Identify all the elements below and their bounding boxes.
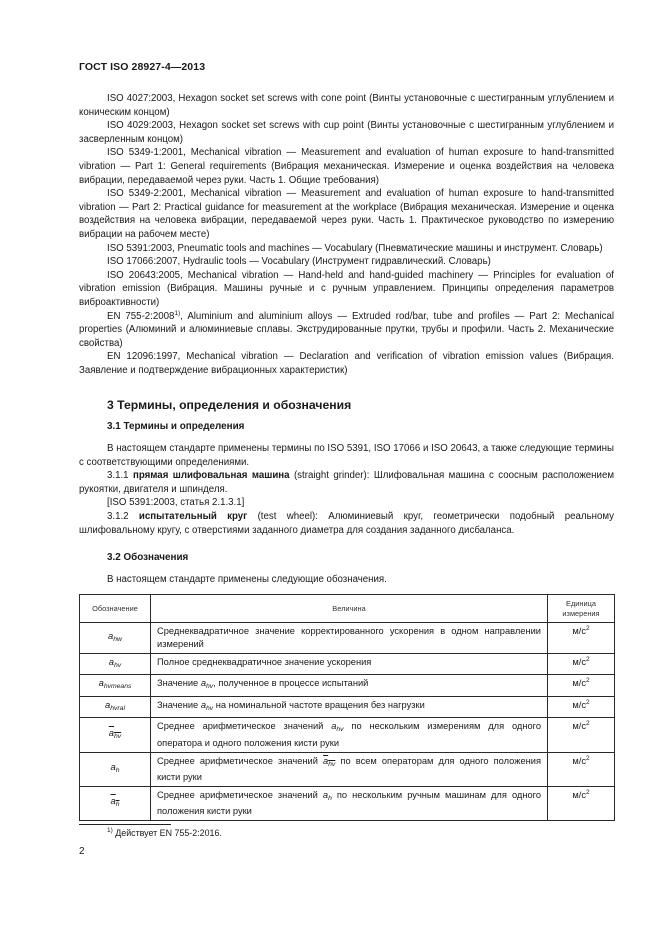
table-row xyxy=(80,718,615,752)
ref-iso-17066: ISO 17066:2007, Hydraulic tools — Vocabulary (Инструмент гидравлический. Словарь) xyxy=(107,256,491,268)
term-3-1-1-term: прямая шлифовальная машина xyxy=(132,470,290,482)
symbol-subscript: h xyxy=(115,801,120,809)
unit-cell xyxy=(548,718,615,752)
section-3-1-intro: В настоящем стандарте применены термины по ISO 5391, ISO 17066 и ISO 20643, а также следующие термины с соответствующими определениями. xyxy=(79,443,614,468)
page-number: 2 xyxy=(79,846,85,857)
table-row xyxy=(80,696,615,718)
inline-subscript: hv xyxy=(205,704,214,712)
footnote-mark: 1) xyxy=(107,827,113,834)
inline-subscript: h xyxy=(328,794,332,802)
ref-en-755-text: , Aluminium and aluminium alloys — Extruded rod/bar, tube and profiles — Part 2: Mechanical properties (Алюминий и алюминиевые сплавы. Экструдированные прутки, трубы и профили. Часть 2. Механические свойства) xyxy=(79,310,615,349)
ref-en-755-code: EN 755-2:2008 xyxy=(107,310,175,322)
unit-cell xyxy=(548,675,615,697)
unit-cell xyxy=(548,623,615,653)
footnote-text: Действует EN 755-2:2016. xyxy=(112,828,222,838)
footnote-separator xyxy=(79,824,171,825)
unit-exponent: 2 xyxy=(586,677,590,685)
quantity-text: Значение xyxy=(157,678,201,689)
ref-iso-5349-2: ISO 5349-2:2001, Mechanical vibration — Measurement and evaluation of human exposure to hand-transmitted vibration — Part 2: Practical guidance for measurement at the workplace (Вибрация механическая. Измерение и оценка воздействия на человека вибрации, передаваемой через руки. Часть 1. Практическое руководство по измерению вибрации на рабочем месте) xyxy=(79,188,614,240)
document-body xyxy=(79,92,614,821)
symbol-subscript: hvmeans xyxy=(103,683,132,691)
symbol-subscript: hvral xyxy=(110,704,125,712)
footnote-marker: 1) xyxy=(174,309,181,317)
symbol-letter: a xyxy=(98,677,104,689)
quantity-text-tail: , полученное в процессе испытаний xyxy=(213,678,369,689)
unit-text: м/с xyxy=(572,721,586,732)
quantity-text-tail: по всем операторам для одного положения кисти руки xyxy=(157,755,541,783)
quantity-text: Значение xyxy=(157,699,201,710)
term-3-1-1-definition: (straight grinder): Шлифовальная машина с соосным расположением рукоятки, двигателя и шпинделя. xyxy=(79,470,614,495)
quantity-text: Полное среднеквадратичное значение ускорения xyxy=(157,656,372,667)
ref-iso-5349-1: ISO 5349-1:2001, Mechanical vibration — Measurement and evaluation of human exposure to hand-transmitted vibration — Part 1: General requirements (Вибрация механическая. Измерение и оценка воздействия на человека вибрации, передаваемой через руки. Часть 1. Общие требования) xyxy=(79,147,614,186)
symbol-cell xyxy=(80,696,151,718)
quantity-cell xyxy=(151,752,548,786)
term-3-1-2 xyxy=(79,510,614,537)
section-3-1-heading: 3.1 Термины и определения xyxy=(107,421,245,433)
table-row xyxy=(80,653,615,675)
unit-exponent: 2 xyxy=(586,720,590,728)
symbol-cell xyxy=(80,653,151,675)
quantity-cell xyxy=(151,623,548,653)
header-unit: Единица измерения xyxy=(548,595,615,623)
symbol-letter: a xyxy=(108,629,114,641)
symbol-cell xyxy=(80,623,151,653)
unit-text: м/с xyxy=(572,789,586,800)
inline-symbol: a xyxy=(322,789,329,800)
symbol-subscript: hw xyxy=(113,635,122,643)
quantity-cell xyxy=(151,718,548,752)
table-row xyxy=(80,675,615,697)
ref-iso-4029: ISO 4029:2003, Hexagon socket set screws with cup point (Винты установочные с шестигранным углублением и засверленным концом) xyxy=(79,120,614,145)
symbol-cell xyxy=(80,752,151,786)
ref-iso-20643: ISO 20643:2005, Mechanical vibration — Hand-held and hand-guided machinery — Principles for evaluation of vibration emission (Вибрация. Машины ручные и с ручным управлением. Принципы определения параметров виброактивности) xyxy=(79,269,614,308)
ref-en-12096: EN 12096:1997, Mechanical vibration — Declaration and verification of vibration emission values (Вибрация. Заявление и подтверждение вибрационных характеристик) xyxy=(79,351,614,376)
unit-text: м/с xyxy=(572,755,586,766)
unit-cell xyxy=(548,786,615,820)
inline-symbol: a xyxy=(331,721,337,732)
ref-iso-4027: ISO 4027:2003, Hexagon socket set screws with cone point (Винты установочные с шестигранным углублением и коническим концом) xyxy=(79,93,614,118)
unit-text: м/с xyxy=(572,656,586,667)
symbol-overlined xyxy=(109,727,121,738)
inline-symbol: a xyxy=(200,678,206,689)
symbol-subscript: hv xyxy=(114,732,122,740)
term-3-1-2-number: 3.1.2 xyxy=(107,511,129,523)
unit-exponent: 2 xyxy=(586,698,590,706)
symbols-table xyxy=(79,594,615,821)
unit-exponent: 2 xyxy=(586,788,590,796)
inline-symbol: a xyxy=(200,699,206,710)
unit-cell xyxy=(548,653,615,675)
inline-symbol-overlined xyxy=(323,756,335,766)
quantity-text: Среднеквадратичное значение корректированного ускорения в одном направлении измерений xyxy=(157,626,541,649)
symbol-cell xyxy=(80,675,151,697)
section-3-heading: 3 Термины, определения и обозначения xyxy=(107,398,352,413)
symbol-letter: a xyxy=(108,655,115,667)
footnote xyxy=(107,828,222,838)
inline-symbol: a xyxy=(322,755,329,766)
table-row xyxy=(80,623,615,653)
symbol-letter: a xyxy=(110,795,116,807)
table-row xyxy=(80,786,615,820)
header-quantity: Величина xyxy=(151,595,548,623)
term-3-1-2-definition: (test wheel): Алюминиевый круг, геометрически подобный реальному шлифовальному кругу, с отверстиями заданного диаметра для создания заданного дисбаланса. xyxy=(79,511,614,536)
quantity-text-tail: по нескольким измерениям для одного оператора и одного положения кисти руки xyxy=(157,721,541,748)
ref-en-755-2 xyxy=(79,310,614,351)
quantity-cell xyxy=(151,786,548,820)
symbol-cell xyxy=(80,718,151,752)
unit-text: м/с xyxy=(572,699,586,710)
symbol-letter: a xyxy=(105,698,111,710)
symbol-cell xyxy=(80,786,151,820)
quantity-cell xyxy=(151,653,548,675)
unit-text: м/с xyxy=(572,678,586,689)
term-3-1-1-source: [ISO 5391:2003, статья 2.1.3.1] xyxy=(107,497,245,509)
quantity-text: Среднее арифметическое значений xyxy=(157,789,323,800)
symbol-letter: a xyxy=(108,726,115,738)
term-3-1-1-number: 3.1.1 xyxy=(107,470,129,482)
table-row xyxy=(80,752,615,786)
unit-cell xyxy=(548,752,615,786)
term-3-1-2-term: испытательный круг xyxy=(138,511,248,523)
quantity-text: Среднее арифметическое значений xyxy=(157,755,323,766)
quantity-text: Среднее арифметическое значений xyxy=(157,721,332,732)
symbol-overlined xyxy=(110,795,120,809)
section-3-2-heading: 3.2 Обозначения xyxy=(107,552,189,564)
quantity-text-tail: на номинальной частоте вращения без нагрузки xyxy=(213,699,425,710)
section-3-2-intro: В настоящем стандарте применены следующие обозначения. xyxy=(107,573,387,585)
document-header: ГОСТ ISO 28927-4—2013 xyxy=(79,61,206,73)
quantity-text-tail: по нескольким ручным машинам для одного положения кисти руки xyxy=(157,789,542,817)
symbol-subscript: hv xyxy=(114,661,122,669)
table-header-row xyxy=(80,595,615,623)
inline-subscript: hv xyxy=(336,726,344,734)
header-symbol: Обозначение xyxy=(80,595,151,623)
ref-iso-5391: ISO 5391:2003, Pneumatic tools and machines — Vocabulary (Пневматические машины и инструмент. Словарь) xyxy=(107,242,603,254)
unit-exponent: 2 xyxy=(586,754,590,762)
quantity-cell xyxy=(151,696,548,718)
quantity-cell xyxy=(151,675,548,697)
symbol-letter: a xyxy=(110,760,116,772)
unit-exponent: 2 xyxy=(586,655,590,663)
symbol-subscript: h xyxy=(115,766,120,774)
term-3-1-1 xyxy=(79,469,614,496)
inline-subscript: hv xyxy=(205,683,214,691)
unit-text: м/с xyxy=(572,626,586,637)
unit-cell xyxy=(548,696,615,718)
unit-exponent: 2 xyxy=(586,625,590,633)
inline-subscript: hv xyxy=(328,760,336,768)
